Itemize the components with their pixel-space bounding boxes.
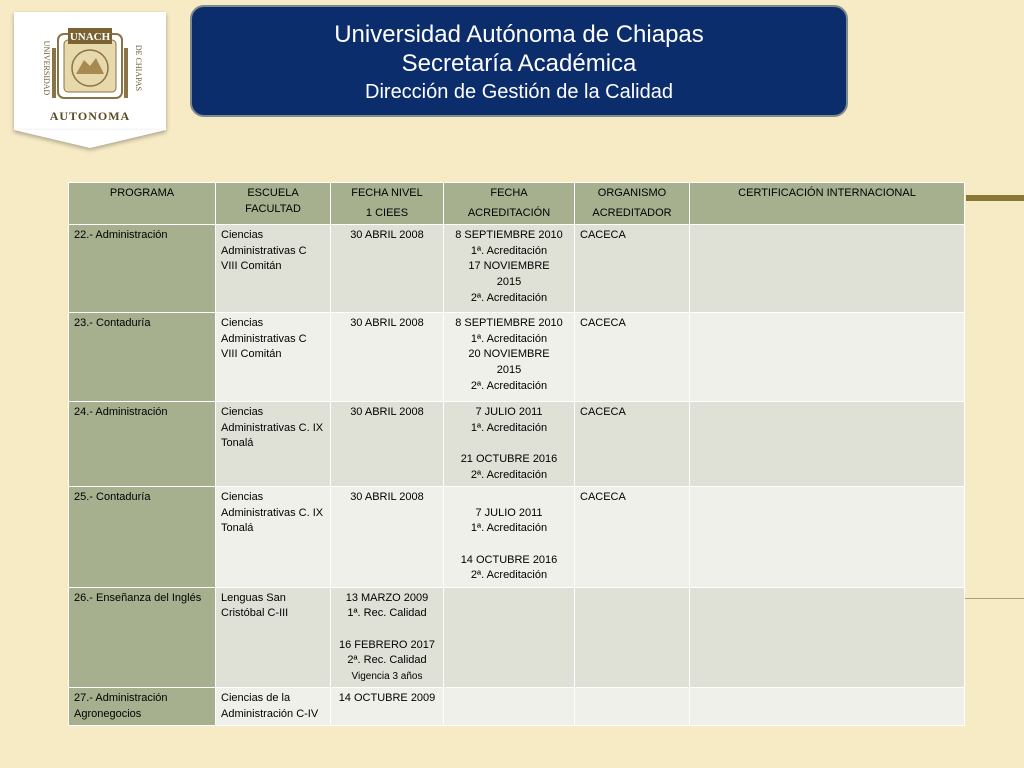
cell-line: 2ª. Acreditación [470,291,548,304]
cell-organismo [575,225,690,313]
cell-line: 1ª. Acreditación [470,522,548,535]
cell-certificacion [690,688,965,726]
cell-escuela [216,313,331,402]
header-line: 1 CIEES [365,206,409,219]
cell-acreditacion [444,487,575,588]
cell-line: Ciencias [221,229,264,242]
header-programa [69,183,216,225]
cell-certificacion [690,313,965,402]
cell-line: Administrativas C. IX [221,506,324,519]
logo-wordmark: AUTONOMA [49,109,131,123]
secretariat-title: Secretaría Académica [401,50,637,77]
cell-line: 1ª. Acreditación [470,244,548,257]
cell-line: 30 ABRIL 2008 [350,229,424,242]
cell-line: 30 ABRIL 2008 [350,491,424,504]
header-line: FECHA NIVEL [351,187,423,199]
cell-programa [69,225,216,313]
cell-escuela [216,225,331,313]
cell-text: 26.- Enseñanza del Inglés [74,591,202,604]
cell-fecha-nivel [331,225,444,313]
cell-line: 14 OCTUBRE 2009 [338,692,436,705]
header-line: ORGANISMO [597,187,667,199]
cell-line: 2ª. Rec. Calidad [347,654,427,667]
cell-programa [69,402,216,487]
cell-fecha-nivel [331,402,444,487]
table-row [69,313,965,402]
cell-line: 1ª. Acreditación [470,421,548,434]
cell-fecha-nivel [331,313,444,402]
cell-acreditacion [444,402,575,487]
header-organismo [575,183,690,225]
cell-organismo [575,402,690,487]
accreditation-table [68,182,965,726]
header-line: ESCUELA [247,187,299,199]
cell-escuela [216,587,331,688]
cell-line [449,436,569,452]
table-body [69,225,965,726]
cell-line: Administración C-IV [221,707,319,720]
decorative-bar [966,195,1024,201]
cell-text: CACECA [580,491,626,504]
cell-line: Cristóbal C-III [221,607,289,620]
cell-escuela [216,487,331,588]
cell-line: 8 SEPTIEMBRE 2010 [455,317,563,330]
cell-organismo [575,487,690,588]
cell-line: 7 JULIO 2011 [475,506,543,519]
decorative-line [964,598,1024,599]
cell-fecha-nivel [331,587,444,688]
cell-fecha-nivel [331,688,444,726]
table-row [69,225,965,313]
cell-line: 14 OCTUBRE 2016 [460,553,558,566]
cell-line [336,622,438,638]
cell-escuela [216,688,331,726]
header-line: ACREDITACIÓN [467,206,551,219]
cell-text: CACECA [580,317,626,330]
cell-line: Ciencias [221,406,264,419]
header-escuela [216,183,331,225]
seal-text: UNACH [69,31,111,43]
cell-line: Lenguas San [221,591,286,604]
cell-text: 25.- Contaduría [74,491,151,504]
cell-line [449,490,569,506]
cell-line: Ciencias de la [221,692,291,705]
cell-programa [69,487,216,588]
cell-certificacion [690,487,965,588]
table-row [69,688,965,726]
header-line: ACREDITADOR [592,206,672,219]
cell-line: 1ª. Rec. Calidad [347,607,427,620]
cell-line: Administrativas C [221,244,307,257]
cell-escuela [216,402,331,487]
cell-line [449,537,569,553]
cell-line: 7 JULIO 2011 [475,406,543,419]
cell-text: 22.- Administración [74,229,168,242]
cell-line: 20 NOVIEMBRE [468,348,550,361]
cell-line: 2ª. Acreditación [470,468,548,481]
cell-line: 1ª. Acreditación [470,332,548,345]
header-line: CERTIFICACIÓN INTERNACIONAL [738,187,916,199]
cell-text: 23.- Contaduría [74,317,151,330]
cell-line: 21 OCTUBRE 2016 [460,452,558,465]
cell-acreditacion [444,688,575,726]
table-header-row [69,183,965,225]
cell-certificacion [690,402,965,487]
cell-line: 17 NOVIEMBRE [468,260,550,273]
cell-line: 30 ABRIL 2008 [350,406,424,419]
table-row [69,587,965,688]
cell-text: 27.- Administración Agronegocios [74,692,168,720]
cell-organismo [575,313,690,402]
cell-line: 8 SEPTIEMBRE 2010 [455,229,563,242]
cell-line: 30 ABRIL 2008 [350,317,424,330]
cell-line: Vigencia 3 años [351,670,423,682]
cell-certificacion [690,225,965,313]
table-row [69,402,965,487]
cell-acreditacion [444,587,575,688]
cell-organismo [575,587,690,688]
cell-line: Tonalá [221,522,254,535]
cell-text: CACECA [580,229,626,242]
header-line: PROGRAMA [109,187,175,199]
seal-left-text: UNIVERSIDAD [42,40,51,96]
cell-programa [69,313,216,402]
header-banner [190,5,848,117]
cell-certificacion [690,587,965,688]
cell-organismo [575,688,690,726]
cell-line: 16 FEBRERO 2017 [339,638,435,651]
cell-line: VIII Comitán [221,260,282,273]
cell-line: 2015 [496,363,522,376]
header-acreditacion [444,183,575,225]
header-fecha-nivel [331,183,444,225]
unach-seal-icon [32,18,148,110]
cell-acreditacion [444,225,575,313]
header-certificacion [690,183,965,225]
cell-programa [69,688,216,726]
cell-programa [69,587,216,688]
cell-line: Administrativas C. IX [221,421,324,434]
directorate-title: Dirección de Gestión de la Calidad [365,81,673,103]
cell-line: Administrativas C [221,332,307,345]
cell-line: Tonalá [221,437,254,450]
cell-line: 2015 [496,275,522,288]
cell-line: 13 MARZO 2009 [345,591,429,604]
cell-line: Ciencias [221,317,264,330]
cell-text: 24.- Administración [74,406,168,419]
university-logo [14,12,166,152]
logo-card-point [14,130,166,148]
cell-line: VIII Comitán [221,348,282,361]
cell-line: Ciencias [221,491,264,504]
cell-line: 2ª. Acreditación [470,379,548,392]
cell-acreditacion [444,313,575,402]
cell-fecha-nivel [331,487,444,588]
cell-line: 2ª. Acreditación [470,569,548,582]
university-title: Universidad Autónoma de Chiapas [334,21,704,48]
header-line: FACULTAD [245,202,301,215]
table-row [69,487,965,588]
header-line: FECHA [490,187,528,199]
cell-text: CACECA [580,406,626,419]
seal-right-text: DE CHIAPAS [134,44,143,92]
